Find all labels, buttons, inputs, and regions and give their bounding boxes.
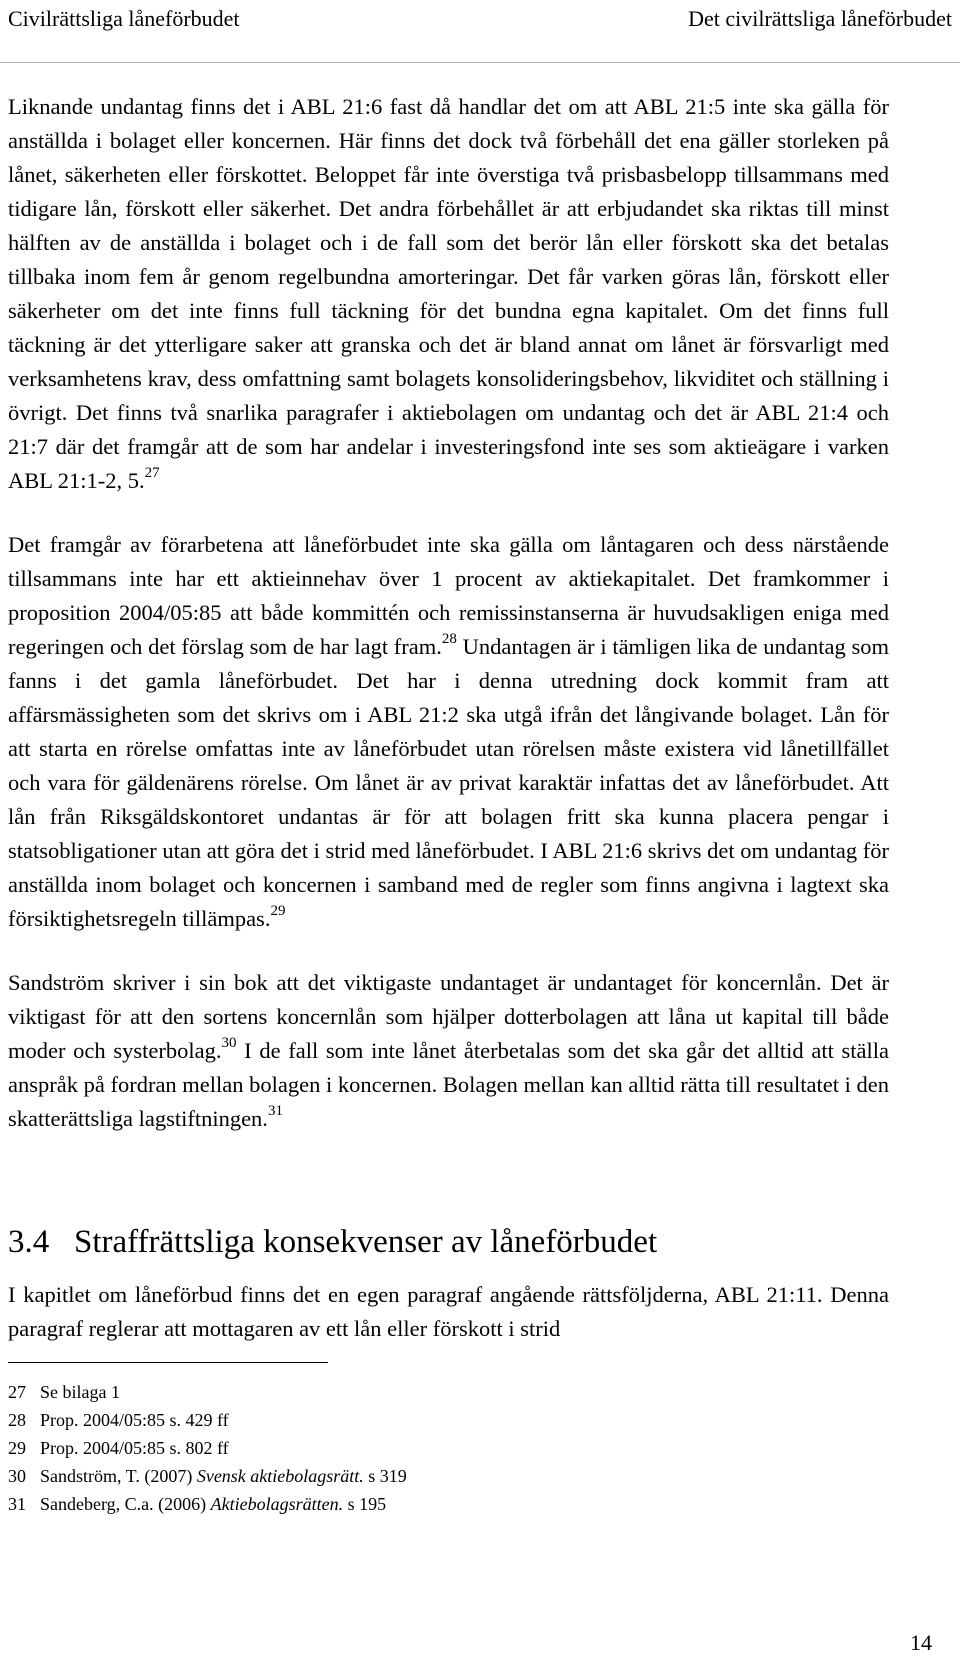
paragraph-2	[8, 528, 889, 936]
document-body	[8, 90, 889, 1166]
footnote-reference-28[interactable]: 28	[441, 630, 457, 647]
footnote-divider	[8, 1362, 328, 1363]
footnote	[8, 1490, 407, 1518]
footnote-text: Sandström, T. (2007)	[40, 1466, 197, 1486]
footnote-page: s 319	[363, 1466, 407, 1486]
paragraph-text: Undantagen är i tämligen lika de undantag som fanns i det gamla låneförbudet. Det har i denna utredning dock kommit fram att affärsmässigheten som det skrivs om i ABL 21:2 ska utgå ifrån det långivande bolaget. Lån för att starta en rörelse omfattas inte av låneförbudet utan rörelsen måste existera vid lånetillfället och vara för gäldenärens rörelse. Om lånet är av privat karaktär infattas det av låneförbudet. Att lån från Riksgäldskontoret undantas är för att bolagen fritt ska kunna placera pengar i statsobligationer utan att göra det i strid med låneförbudet. I ABL 21:6 skrivs det om undantag för anställda inom bolaget och koncernen i samband med de regler som finns angivna i lagtext ska försiktighetsregeln tillämpas.	[8, 634, 889, 931]
footnote-number: 30	[8, 1466, 26, 1486]
footnote-number: 27	[8, 1382, 26, 1402]
paragraph-3	[8, 966, 889, 1136]
paragraph-text: Liknande undantag finns det i ABL 21:6 fast då handlar det om att ABL 21:5 inte ska gälla för anställda i bolaget eller koncernen. Här finns det dock två förbehåll det ena gäller storleken på lånet, säkerheten eller förskottet. Beloppet får inte överstiga två prisbasbelopp tillsammans med tidigare lån, förskott eller säkerhet. Det andra förbehållet är att erbjudandet ska riktas till minst hälften av de anställda i bolaget och i de fall som det berör lån eller förskott ska det betalas tillbaka inom fem år genom regelbundna amorteringar. Det får varken göras lån, förskott eller säkerheter om det inte finns full täckning för det bundna egna kapitalet. Om det finns full täckning är det ytterligare saker att granska och det är bland annat om lånet är försvarligt med verksamhetens krav, dess omfattning samt bolagets konsolideringsbehov, likviditet och ställning i övrigt. Det finns två snarlika paragrafer i aktiebolagen om undantag och det är ABL 21:4 och 21:7 där det framgår att de som har andelar i investeringsfond inte ses som aktieägare i varken ABL 21:1-2, 5.	[8, 94, 889, 493]
footnote-text: Prop. 2004/05:85 s. 429 ff	[40, 1410, 229, 1430]
footnote	[8, 1406, 407, 1434]
footnote-reference-31[interactable]: 31	[267, 1102, 283, 1119]
section-heading	[8, 1222, 908, 1262]
paragraph-4: I kapitlet om låneförbud finns det en egen paragraf angående rättsföljderna, ABL 21:11. Denna paragraf reglerar att mottagaren av ett lån eller förskott i strid	[8, 1282, 889, 1341]
footnote-reference-30[interactable]: 30	[221, 1034, 237, 1051]
footnote-number: 29	[8, 1438, 26, 1458]
paragraph-text: Det framgår av förarbetena att låneförbudet inte ska gälla om låntagaren och dess närstående tillsammans inte har ett aktieinnehav över 1 procent av aktiekapitalet. Det framkommer i proposition 2004/05:85 att både kommittén och remissinstanserna är huvudsakligen eniga med regeringen och det förslag som de har lagt fram.	[8, 532, 889, 659]
footnote	[8, 1378, 407, 1406]
running-header-right: Det civilrättsliga låneförbudet	[688, 6, 952, 31]
footnote-number: 28	[8, 1410, 26, 1430]
footnote	[8, 1434, 407, 1462]
footnote-number: 31	[8, 1494, 26, 1514]
page-number: 14	[910, 1630, 932, 1655]
footnote-book-title: Aktiebolagsrätten.	[210, 1494, 344, 1514]
paragraph-1	[8, 90, 889, 498]
footnote-text: Prop. 2004/05:85 s. 802 ff	[40, 1438, 229, 1458]
footnote-reference-29[interactable]: 29	[270, 902, 286, 919]
footnote-text: Sandeberg, C.a. (2006)	[40, 1494, 211, 1514]
footnote	[8, 1462, 407, 1490]
footnote-reference-27[interactable]: 27	[144, 464, 160, 481]
paragraph-text: I de fall som inte lånet återbetalas som det ska går det alltid att ställa anspråk på fordran mellan bolagen i koncernen. Bolagen mellan kan alltid rätta till resultatet i den skatterättsliga lagstiftningen.	[8, 1038, 889, 1131]
footnote-page: s 195	[343, 1494, 387, 1514]
footnote-text: Se bilaga 1	[40, 1382, 120, 1402]
section-title: Straffrättsliga konsekvenser av låneförbudet	[74, 1224, 658, 1260]
footnote-book-title: Svensk aktiebolagsrätt.	[196, 1466, 364, 1486]
header-divider	[0, 62, 960, 63]
paragraph-text: Sandström skriver i sin bok att det viktigaste undantaget är undantaget för koncernlån. Det är viktigast för att den sortens koncernlån som hjälper dotterbolagen att låna ut kapital till både moder och systerbolag.	[8, 970, 889, 1063]
footnotes	[8, 1378, 407, 1518]
running-header-left: Civilrättsliga låneförbudet	[8, 6, 240, 31]
section-number: 3.4	[8, 1224, 50, 1260]
